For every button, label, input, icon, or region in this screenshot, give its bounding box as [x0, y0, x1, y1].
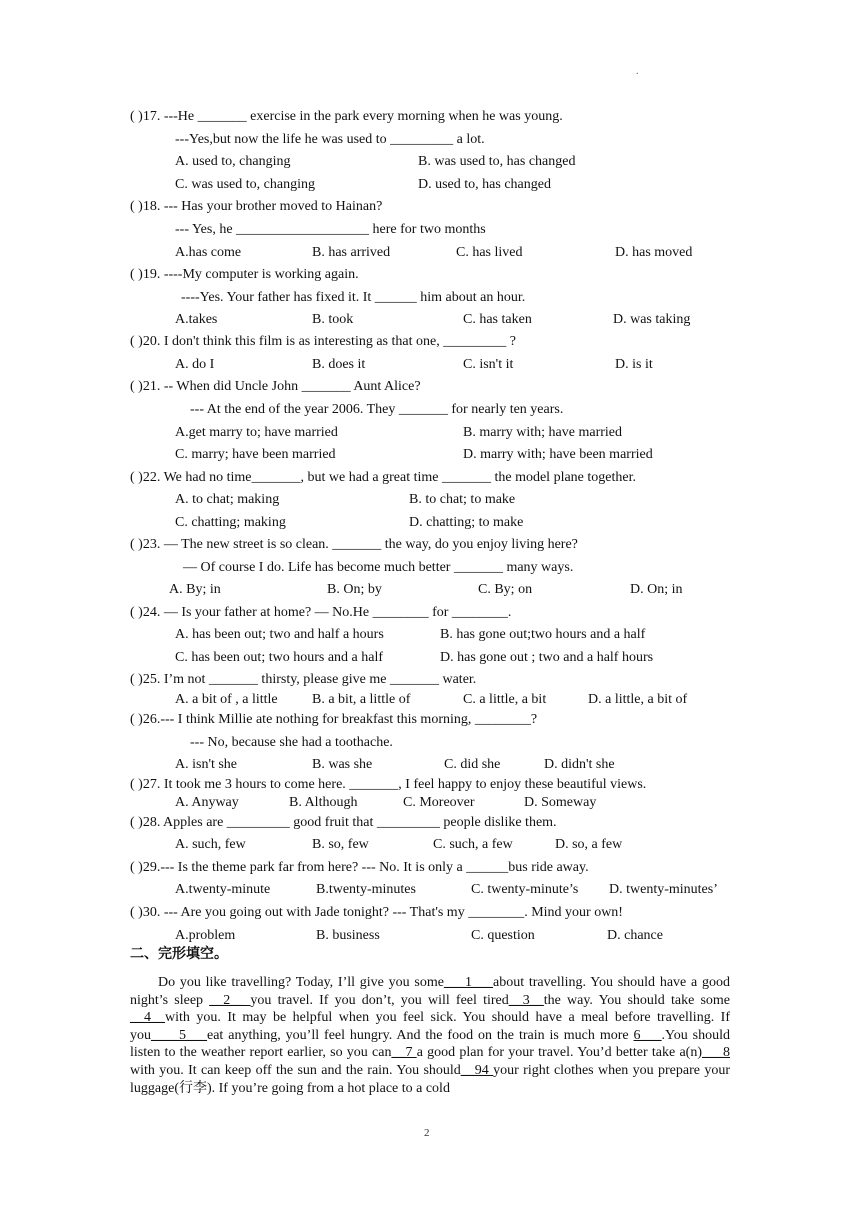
question-line: C. was used to, changing	[175, 177, 315, 192]
passage-text: with you. It can keep off the sun and the rain. You should	[130, 1062, 461, 1078]
question-line: B. a bit, a little of	[312, 692, 411, 707]
question-stem: ( )28. Apples are _________ good fruit that _________ people dislike them.	[130, 815, 557, 830]
question-line: C. has been out; two hours and a half	[175, 650, 384, 665]
question-stem: ( )30. --- Are you going out with Jade tonight? --- That's my ________. Mind your own!	[130, 905, 623, 920]
passage-text: .You should listen to the weather report earlier, so you can	[130, 1027, 731, 1061]
question-line: A. By; in	[169, 582, 221, 597]
question-line: A.get marry to; have married	[175, 425, 338, 440]
question-line: C. a little, a bit	[463, 692, 547, 707]
cloze-blank: __7	[391, 1045, 417, 1061]
question-line: C. has lived	[456, 245, 523, 260]
question-line: A.takes	[175, 312, 218, 327]
question-line: C. marry; have been married	[175, 447, 336, 462]
question-line: C. Moreover	[403, 795, 475, 810]
question-line: C. chatting; making	[175, 515, 286, 530]
question-line: A. Anyway	[175, 795, 239, 810]
question-line: D. didn't she	[544, 757, 615, 772]
passage-text: with you. It may be helpful when you feel sick. You should have a meal before travelling. If you	[130, 1010, 730, 1043]
question-line: B. has arrived	[312, 245, 391, 260]
question-line: C. question	[471, 928, 535, 943]
question-line: B. does it	[312, 357, 366, 372]
passage-text: your right clothes when you prepare your luggage(行李). If you’re going from a hot place to a cold	[130, 1062, 730, 1096]
question-line: ---Yes,but now the life he was used to _________ a lot.	[175, 132, 485, 147]
question-stem: ( )23. — The new street is so clean. _______ the way, do you enjoy living here?	[130, 537, 578, 552]
question-line: D. is it	[615, 357, 653, 372]
header-mark: .	[636, 66, 639, 77]
question-line: D. was taking	[613, 312, 691, 327]
question-line: A. a bit of , a little	[175, 692, 278, 707]
question-line: ----Yes. Your father has fixed it. It ______ him about an hour.	[181, 290, 526, 305]
question-stem: ( )25. I’m not _______ thirsty, please give me _______ water.	[130, 672, 477, 687]
cloze-blank: ___8	[702, 1045, 730, 1061]
question-line: D. a little, a bit of	[588, 692, 688, 707]
question-line: B. to chat; to make	[409, 492, 516, 507]
question-line: C. twenty-minute’s	[471, 882, 579, 897]
question-stem: ( )18. --- Has your brother moved to Hainan?	[130, 199, 383, 214]
question-line: A.problem	[175, 928, 236, 943]
cloze-blank: __4__	[130, 1010, 165, 1026]
cloze-blank: __94	[460, 1062, 494, 1078]
passage-text: eat anything, you’ll feel hungry. And the food on the train is much more	[207, 1027, 634, 1043]
question-line: --- Yes, he ___________________ here for two months	[175, 222, 486, 237]
question-line: A. has been out; two and half a hours	[175, 627, 384, 642]
question-line: C. isn't it	[463, 357, 514, 372]
passage-text: Do you like travelling? Today, I’ll give you some	[158, 975, 444, 990]
question-line: A. to chat; making	[175, 492, 280, 507]
page-number: 2	[424, 1127, 430, 1139]
question-line: D. has moved	[615, 245, 693, 260]
passage-text: about travelling. You should have a good night’s sleep	[130, 975, 730, 1008]
question-line: B. On; by	[327, 582, 382, 597]
question-line: D. chatting; to make	[409, 515, 524, 530]
question-line: B. marry with; have married	[463, 425, 623, 440]
question-line: D. used to, has changed	[418, 177, 551, 192]
question-line: C. did she	[444, 757, 501, 772]
question-line: B. so, few	[312, 837, 369, 852]
question-line: B.twenty-minutes	[316, 882, 416, 897]
question-line: --- At the end of the year 2006. They _______ for nearly ten years.	[190, 402, 564, 417]
question-line: D. On; in	[630, 582, 683, 597]
question-stem: ( )22. We had no time_______, but we had a great time _______ the model plane together.	[130, 470, 636, 485]
question-line: C. has taken	[463, 312, 532, 327]
question-line: A. such, few	[175, 837, 246, 852]
question-line: A. do I	[175, 357, 215, 372]
passage-text: you travel. If you don’t, you will feel tired	[250, 992, 509, 1008]
question-stem: ( )17. ---He _______ exercise in the park every morning when he was young.	[130, 109, 563, 124]
question-line: A.has come	[175, 245, 242, 260]
passage-text: a good plan for your travel. You’d better take a(n)	[416, 1045, 702, 1061]
cloze-passage	[130, 974, 730, 1097]
question-line: — Of course I do. Life has become much better _______ many ways.	[183, 560, 574, 575]
question-stem: ( )26.--- I think Millie ate nothing for breakfast this morning, ________?	[130, 712, 538, 727]
cloze-blank: 6___	[633, 1027, 662, 1043]
question-line: C. By; on	[478, 582, 533, 597]
question-line: C. such, a few	[433, 837, 513, 852]
question-stem: ( )21. -- When did Uncle John _______ Aunt Alice?	[130, 379, 421, 394]
section-title: 二、完形填空。	[130, 946, 228, 962]
question-line: D. twenty-minutes’	[609, 882, 718, 897]
question-line: A. used to, changing	[175, 154, 291, 169]
passage-text: the way. You should take some	[543, 992, 731, 1008]
question-line: D. Someway	[524, 795, 597, 810]
question-line: B. was she	[312, 757, 373, 772]
cloze-blank: ____5___	[151, 1027, 207, 1043]
question-stem: ( )24. — Is your father at home? — No.He ________ for ________.	[130, 605, 512, 620]
cloze-blank: __2__	[209, 992, 251, 1008]
question-line: A.twenty-minute	[175, 882, 271, 897]
question-line: D. marry with; have been married	[463, 447, 653, 462]
question-stem: ( )19. ----My computer is working again.	[130, 267, 359, 282]
question-line: B. business	[316, 928, 380, 943]
question-line: A. isn't she	[175, 757, 238, 772]
question-line: D. so, a few	[555, 837, 623, 852]
question-line: B. has gone out;two hours and a half	[440, 627, 646, 642]
question-line: B. took	[312, 312, 354, 327]
question-stem: ( )20. I don't think this film is as interesting as that one, _________ ?	[130, 334, 516, 349]
cloze-blank: ___1___	[443, 975, 493, 990]
question-stem: ( )27. It took me 3 hours to come here. _______, I feel happy to enjoy these beautiful views.	[130, 777, 647, 792]
question-line: --- No, because she had a toothache.	[190, 735, 393, 750]
question-line: D. chance	[607, 928, 663, 943]
question-line: B. was used to, has changed	[418, 154, 576, 169]
question-line: B. Although	[289, 795, 358, 810]
cloze-blank: __3__	[508, 992, 544, 1008]
question-line: D. has gone out ; two and a half hours	[440, 650, 654, 665]
question-stem: ( )29.--- Is the theme park far from here? --- No. It is only a ______bus ride away.	[130, 860, 589, 875]
